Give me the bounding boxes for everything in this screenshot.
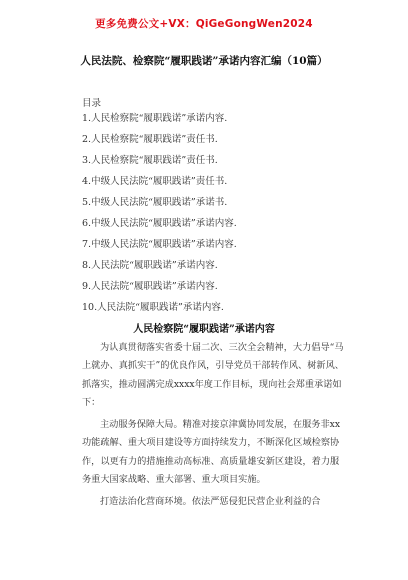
toc-item: 5.中级人民法院“履职践诺”承诺书. — [82, 197, 228, 208]
toc-item: 9.人民法院“履职践诺”承诺内容. — [82, 281, 218, 292]
toc-item: 4.中级人民法院“履职践诺”责任书. — [82, 176, 228, 187]
section-body — [82, 339, 346, 516]
body-paragraph: 打造法治化营商环境。依法严惩侵犯民营企业利益的合 — [100, 496, 321, 508]
section-title: 人民检察院“履职践诺”承诺内容 — [133, 324, 275, 335]
toc-heading: 目录 — [82, 98, 102, 109]
toc-item: 3.人民检察院“履职践诺”责任书. — [82, 155, 218, 166]
toc-item: 2.人民检察院“履职践诺”责任书. — [82, 134, 218, 145]
body-paragraph: 主动服务保障大局。精准对接京津冀协同发展，在服务非xx功能疏解、重大项目建设等方面持续发力，不断深化区域检察协作，以更有力的措施推动高标准、高质量雄安新区建设，着力服务重大国家战略、重大部署、重大项目实施。 — [82, 419, 341, 486]
table-of-contents — [82, 112, 237, 322]
toc-item: 1.人民检察院“履职践诺”承诺内容. — [82, 113, 228, 124]
watermark-banner: 更多免费公文+VX：QiGeGongWen2024 — [95, 18, 313, 30]
toc-item: 8.人民法院“履职践诺”承诺内容. — [82, 260, 218, 271]
toc-item: 7.中级人民法院“履职践诺”承诺内容. — [82, 239, 237, 250]
document-title: 人民法院、检察院“履职践诺”承诺内容汇编（10篇） — [80, 55, 328, 67]
body-paragraph: 为认真贯彻落实省委十届二次、三次全会精神，大力倡导“马上就办、真抓实干”的优良作风，引导党员干部转作风、树新风、抓落实，推动圆满完成xxxx年度工作目标，现向社会郑重承诺如下： — [82, 342, 344, 408]
toc-item: 6.中级人民法院“履职践诺”承诺内容. — [82, 218, 237, 229]
toc-item: 10.人民法院“履职践诺”承诺内容. — [82, 302, 224, 313]
